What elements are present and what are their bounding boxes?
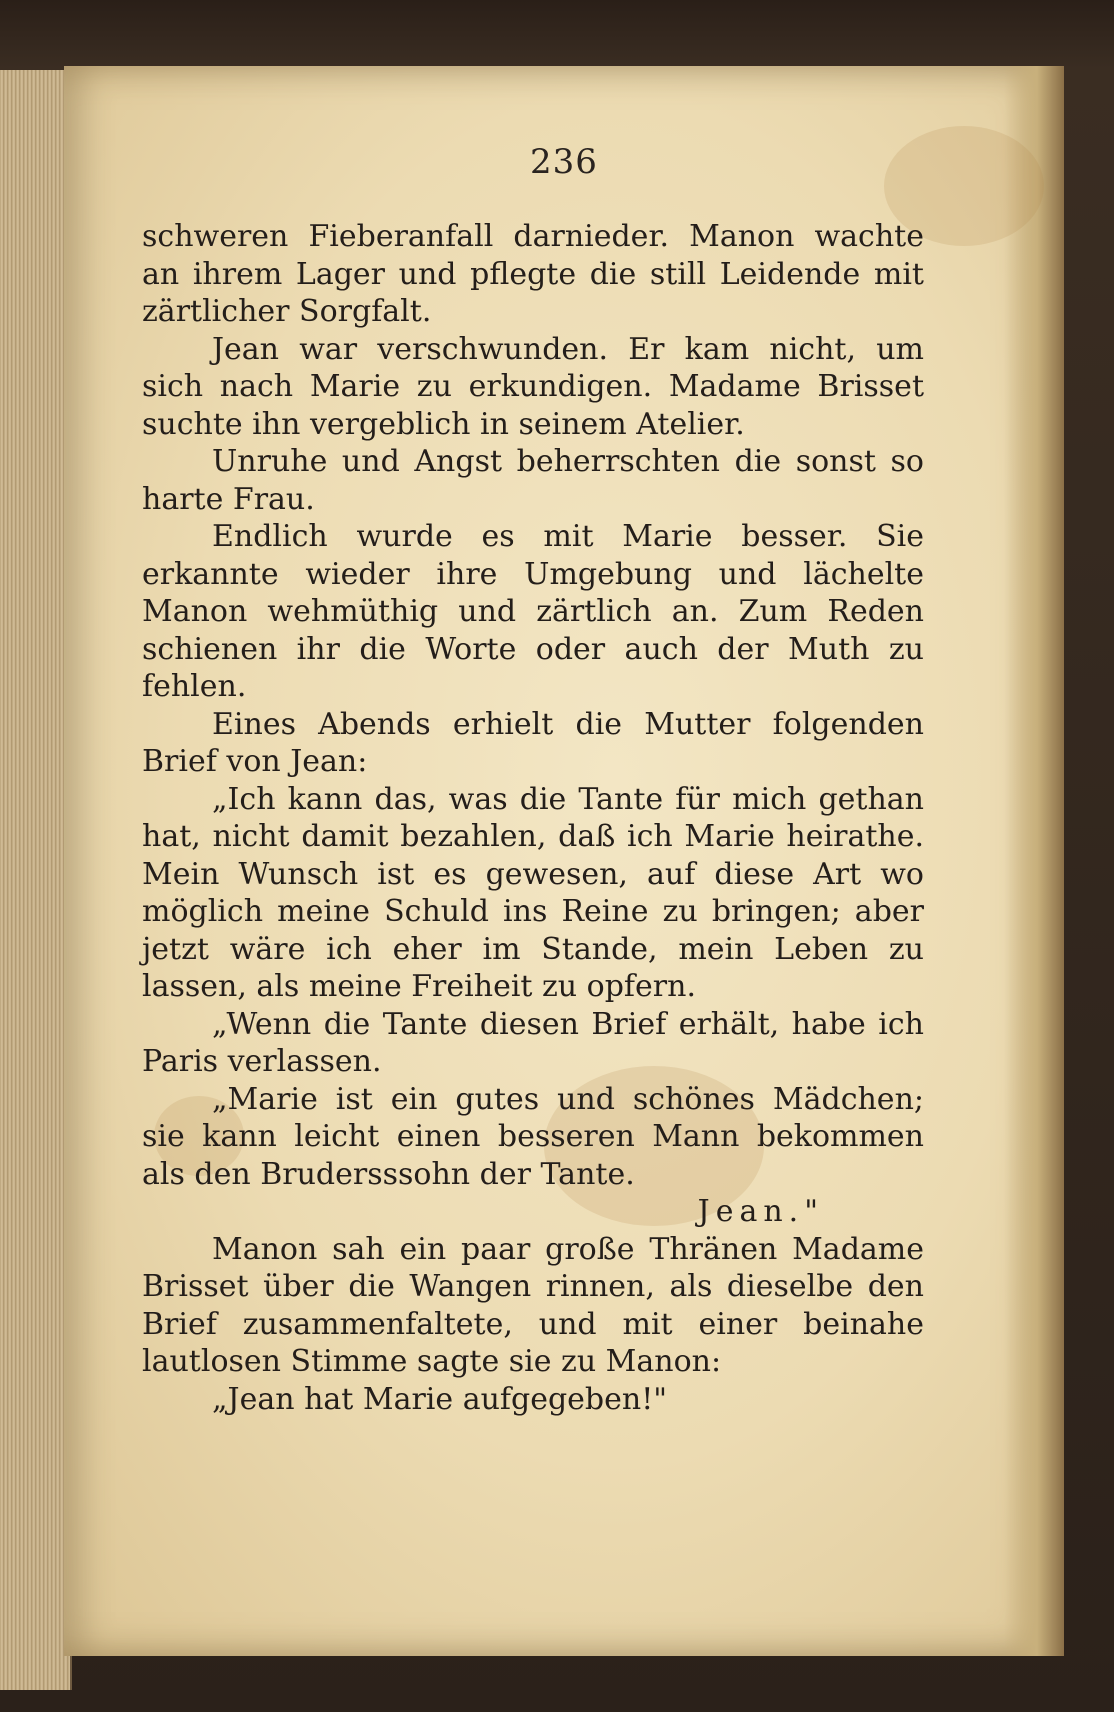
paragraph: Unruhe und Angst beherrschten die sonst so harte Frau. <box>142 444 924 517</box>
letter-signature: Jean." <box>697 1194 824 1229</box>
paragraph: Endlich wurde es mit Marie besser. Sie erkannte wieder ihre Umgebung und lächelte Manon wehmüthig und zärtlich an. Zum Reden schienen ihr die Worte oder auch der Muth zu fehlen. <box>142 519 924 704</box>
paragraph: Eines Abends erhielt die Mutter folgenden Brief von Jean: <box>142 706 924 779</box>
body-text <box>142 218 924 1418</box>
book-page <box>64 66 1064 1656</box>
paragraph: Jean war verschwunden. Er kam nicht, um sich nach Marie zu erkundigen. Madame Brisset suchte ihn vergeblich in seinem Atelier. <box>142 331 924 442</box>
paragraph: Manon sah ein paar große Thränen Madame Brisset über die Wangen rinnen, als dieselbe den Brief zusammenfaltete, und mit einer beinahe lautlosen Stimme sagte sie zu Manon: <box>142 1231 924 1379</box>
letter-paragraph: „Wenn die Tante diesen Brief erhält, habe ich Paris verlassen. <box>142 1006 924 1079</box>
paragraph: schweren Fieberanfall darnieder. Manon wachte an ihrem Lager und pflegte die still Leidende mit zärtlicher Sorgfalt. <box>142 219 924 329</box>
page-gutter <box>1004 66 1064 1656</box>
page-number: 236 <box>530 142 598 182</box>
quote: „Jean hat Marie aufgegeben!" <box>212 1381 668 1417</box>
letter-paragraph: „Marie ist ein gutes und schönes Mädchen; sie kann leicht einen besseren Mann bekommen als den Brudersssohn der Tante. <box>142 1081 924 1192</box>
letter-paragraph: „Ich kann das, was die Tante für mich gethan hat, nicht damit bezahlen, daß ich Marie heirathe. Mein Wunsch ist es gewesen, auf diese Art wo möglich meine Schuld ins Reine zu bringen; aber jetzt wäre ich eher im Stande, mein Leben zu lassen, als meine Freiheit zu opfern. <box>142 781 924 1004</box>
page-edges <box>0 70 72 1690</box>
